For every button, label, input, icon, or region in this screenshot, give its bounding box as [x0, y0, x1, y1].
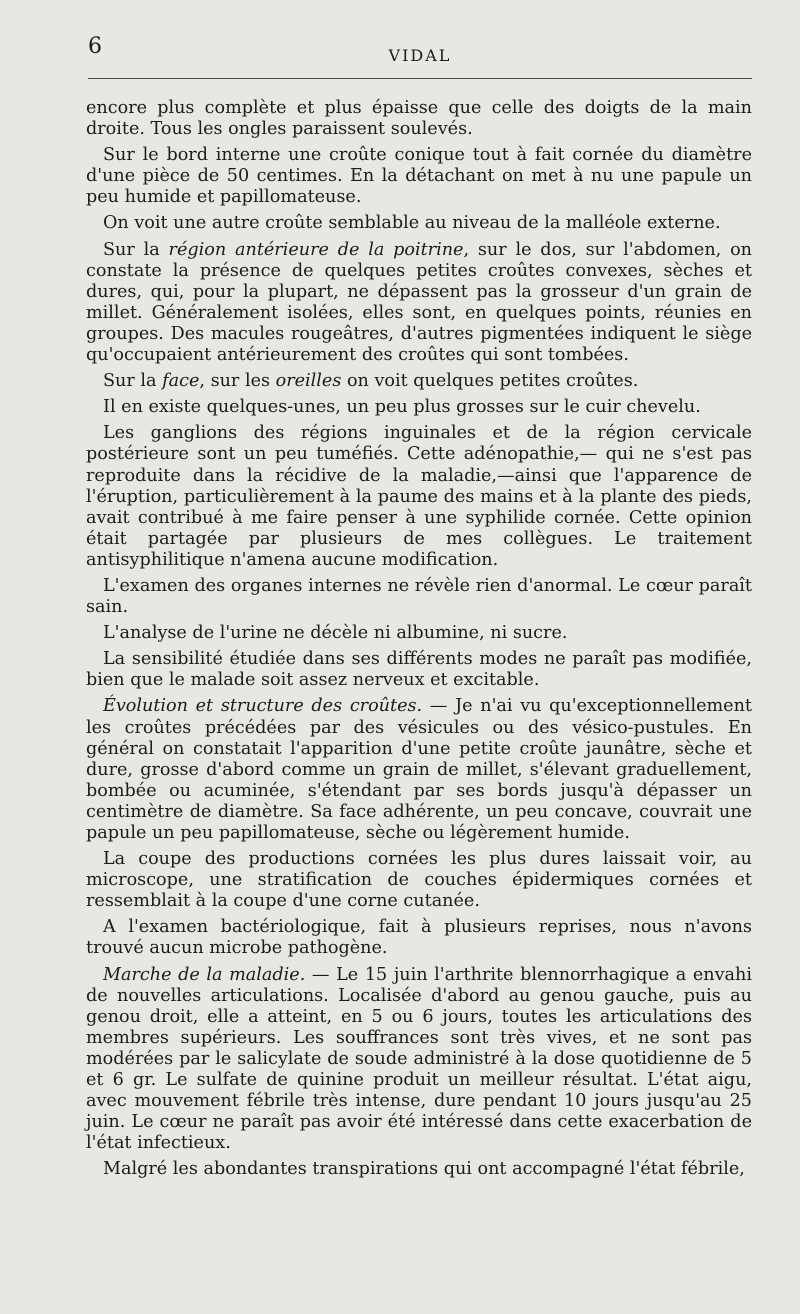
text-run: — Je n'ai vu qu'exceptionnellement les croûtes précédées par des vésicules ou des vésico-pustules. En général on constatait l'apparition d'une petite croûte jaunâtre, sèche et dure, grosse d'abord comme un grain de millet, s'élevant graduellement, bombée ou acuminée, s'étendant par ses bords jusqu'à dépasser un centimètre de diamètre. Sa face adhérente, un peu concave, couvrait une papule un peu papillomateuse, sèche ou légèrement humide.: [86, 696, 752, 843]
running-head: VIDAL: [388, 46, 452, 65]
page-header: [88, 34, 752, 78]
header-rule: [88, 78, 752, 79]
paragraph: [86, 145, 752, 208]
text-run: A l'examen bactériologique, fait à plusieurs reprises, nous n'avons trouvé aucun microbe pathogène.: [86, 917, 752, 959]
text-run: on voit quelques petites croûtes.: [341, 371, 639, 392]
text-run: On voit une autre croûte semblable au niveau de la malléole externe.: [103, 213, 721, 234]
text-run: La sensibilité étudiée dans ses différents modes ne paraît pas modifiée, bien que le malade soit assez nerveux et excitable.: [86, 649, 752, 691]
text-run: Les ganglions des régions inguinales et de la région cervicale postérieure sont un peu tuméfiés. Cette adénopathie,— qui ne s'est pas reproduite dans la récidive de la maladie,—ainsi que l'apparence de l'éruption, particulièrement à la paume des mains et à la plante des pieds, avait contribué à me faire penser à une syphilide cornée. Cette opinion était partagée par plusieurs de mes collègues. Le traitement antisyphilitique n'amena aucune modification.: [86, 423, 752, 570]
paragraph: [86, 213, 752, 234]
text-run: Sur le bord interne une croûte conique tout à fait cornée du diamètre d'une pièce de 50 centimes. En la détachant on met à nu une papule un peu humide et papillomateuse.: [86, 145, 752, 208]
text-run: La coupe des productions cornées les plus dures laissait voir, au microscope, une stratification de couches épidermiques cornées et ressemblait à la coupe d'une corne cutanée.: [86, 849, 752, 912]
paragraph: [86, 371, 752, 392]
italic-text: face: [162, 371, 200, 392]
paragraph: [86, 1159, 752, 1180]
text-run: encore plus complète et plus épaisse que celle des doigts de la main droite. Tous les ongles paraissent soulevés.: [86, 98, 752, 140]
paragraph: [86, 649, 752, 691]
italic-text: oreilles: [275, 371, 342, 392]
paragraph: [86, 965, 752, 1155]
italic-text: Évolution et structure des croûtes.: [103, 696, 423, 717]
paragraph: [86, 240, 752, 367]
text-run: Sur la: [103, 371, 163, 392]
text-run: L'examen des organes internes ne révèle rien d'anormal. Le cœur paraît sain.: [86, 575, 752, 618]
paragraph: [86, 576, 752, 618]
paragraph: [86, 696, 752, 844]
paragraph: [86, 623, 752, 644]
paragraph: [86, 423, 752, 571]
text-run: Sur la: [103, 239, 169, 260]
text-run: Malgré les abondantes transpirations qui ont accompagné l'état fébrile,: [103, 1159, 745, 1180]
paragraph: [86, 397, 752, 418]
text-run: Il en existe quelques-unes, un peu plus grosses sur le cuir chevelu.: [103, 397, 701, 418]
text-run: , sur les: [199, 371, 276, 392]
paragraph: [86, 917, 752, 959]
paragraph: [86, 849, 752, 912]
paragraph: [86, 98, 752, 140]
text-run: — Le 15 juin l'arthrite blennorrhagique a envahi de nouvelles articulations. Localisée d'abord au genou gauche, puis au genou droit, elle a atteint, en 5 ou 6 jours, toutes les articulations des membres supérieurs. Les souffrances sont très vives, et ne sont pas modérées par le salicylate de soude administré à la dose quotidienne de 5 et 6 gr. Le sulfate de quinine produit un meilleur résultat. L'état aigu, avec mouvement fébrile très intense, dure pendant 10 jours jusqu'au 25 juin. Le cœur ne paraît pas avoir été intéressé dans cette exacerbation de l'état infectieux.: [86, 964, 752, 1154]
italic-text: Marche de la maladie.: [103, 964, 306, 985]
page-number: 6: [88, 34, 102, 59]
text-run: L'analyse de l'urine ne décèle ni albumine, ni sucre.: [103, 623, 568, 644]
body-text: [86, 98, 752, 1186]
italic-text: région antérieure de la poitrine: [168, 239, 464, 260]
text-run: , sur le dos, sur l'abdomen, on constate la présence de quelques petites croûtes convexes, sèches et dures, qui, pour la plupart, ne dépassent pas la grosseur d'un grain de millet. Généralement isolées, elles sont, en quelques points, réunies en groupes. Des macules rougeâtres, d'autres pigmentées indiquent le siège qu'occupaient antérieurement des croûtes qui sont tombées.: [86, 239, 752, 366]
